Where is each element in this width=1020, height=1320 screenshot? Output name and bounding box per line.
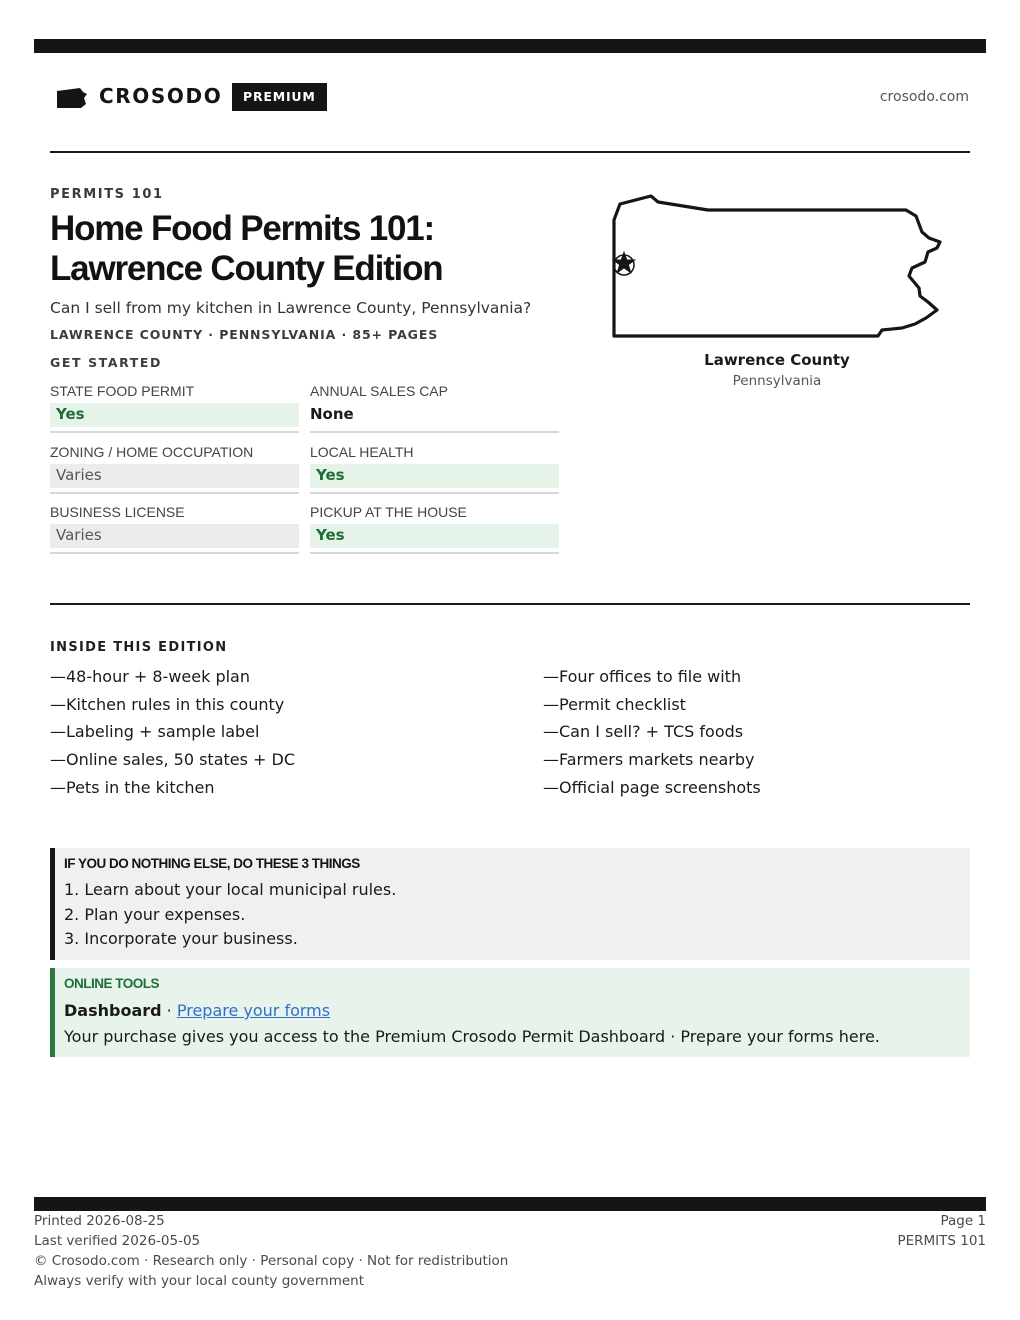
fact-divider <box>50 492 299 494</box>
list-item: —Farmers markets nearby <box>543 750 755 770</box>
tools-links <box>64 998 970 1023</box>
get-started-heading: GET STARTED <box>50 355 163 370</box>
page-number: Page 1 <box>940 1213 986 1229</box>
brand-name: CROSODO <box>99 84 223 108</box>
page-subtitle: Can I sell from my kitchen in Lawrence County, Pennsylvania? <box>50 299 532 317</box>
inside-list-left <box>50 666 295 804</box>
fact-local-health <box>310 444 559 494</box>
fact-value: Varies <box>50 464 299 488</box>
fact-divider <box>310 492 559 494</box>
star-icon <box>614 253 634 272</box>
top-bar <box>34 39 986 53</box>
callout-step: 2. Plan your expenses. <box>64 904 246 924</box>
fact-business-license <box>50 504 299 554</box>
list-item: —Four offices to file with <box>543 667 742 686</box>
page-title <box>50 209 590 289</box>
verified-date: Last verified 2026-05-05 <box>34 1233 201 1249</box>
fact-annual-sales-cap <box>310 383 559 433</box>
list-item: —Can I sell? + TCS foods <box>543 722 744 742</box>
fact-value: Varies <box>50 524 299 548</box>
map-state-label: Pennsylvania <box>732 373 822 389</box>
list-item: —48-hour + 8-week plan <box>50 667 250 686</box>
header <box>50 80 970 116</box>
list-item: —Pets in the kitchen <box>50 777 215 797</box>
fact-value: None <box>310 405 354 423</box>
site-url: crosodo.com <box>879 89 969 105</box>
fact-divider <box>50 552 299 554</box>
premium-badge: PREMIUM <box>232 83 327 111</box>
footer-right <box>897 1211 986 1251</box>
inside-edition-heading: INSIDE THIS EDITION <box>50 640 228 655</box>
header-divider <box>50 151 970 153</box>
state-outline <box>614 196 940 336</box>
fact-label: STATE FOOD PERMIT <box>50 383 195 399</box>
priority-callout <box>50 848 970 960</box>
fact-divider <box>310 431 559 433</box>
printed-date: Printed 2026-08-25 <box>34 1213 165 1229</box>
online-tools-callout <box>50 968 970 1057</box>
fact-value: Yes <box>50 403 299 427</box>
tools-description: Your purchase gives you access to the Premium Crosodo Permit Dashboard · Prepare your forms here. <box>64 1027 880 1046</box>
pennsylvania-state-icon <box>54 86 88 110</box>
list-item: —Online sales, 50 states + DC <box>50 750 296 770</box>
fact-label: BUSINESS LICENSE <box>50 504 185 520</box>
fact-label: ANNUAL SALES CAP <box>310 383 448 399</box>
list-item: —Labeling + sample label <box>50 722 260 742</box>
title-line-2: Lawrence County Edition <box>50 249 443 288</box>
callout-heading: IF YOU DO NOTHING ELSE, DO THESE 3 THINGS <box>64 856 360 871</box>
fact-pickup-at-house <box>310 504 559 554</box>
copyright-notice: © Crosodo.com · Research only · Personal copy · Not for redistribution <box>34 1253 509 1269</box>
section-eyebrow: PERMITS 101 <box>50 187 164 202</box>
callout-step: 1. Learn about your local municipal rules. <box>64 880 397 899</box>
state-map <box>608 190 948 345</box>
fact-label: LOCAL HEALTH <box>310 444 414 460</box>
tools-heading: ONLINE TOOLS <box>64 976 160 991</box>
tools-separator: · <box>161 1001 177 1020</box>
title-line-1: Home Food Permits 101: <box>50 209 434 248</box>
list-item: —Kitchen rules in this county <box>50 694 285 714</box>
dashboard-label: Dashboard <box>64 1001 162 1020</box>
fact-zoning <box>50 444 299 494</box>
fact-value: Yes <box>310 524 559 548</box>
fact-label: PICKUP AT THE HOUSE <box>310 504 467 520</box>
bottom-bar <box>34 1197 986 1211</box>
fact-divider <box>310 552 559 554</box>
map-county-label: Lawrence County <box>704 351 850 369</box>
callout-step: 3. Incorporate your business. <box>64 929 298 948</box>
page-meta: LAWRENCE COUNTY · PENNSYLVANIA · 85+ PAGES <box>50 327 439 342</box>
inside-list-right <box>543 666 761 804</box>
fact-divider <box>50 431 299 433</box>
list-item: —Official page screenshots <box>543 777 761 797</box>
footer-left <box>34 1211 508 1291</box>
callout-steps <box>64 878 970 952</box>
list-item: —Permit checklist <box>543 694 686 714</box>
fact-label: ZONING / HOME OCCUPATION <box>50 444 254 460</box>
fact-value: Yes <box>310 464 559 488</box>
prepare-forms-link[interactable]: Prepare your forms <box>176 1001 331 1020</box>
section-divider <box>50 603 970 605</box>
disclaimer: Always verify with your local county government <box>34 1273 364 1289</box>
fact-state-food-permit <box>50 383 299 433</box>
footer-section: PERMITS 101 <box>897 1233 986 1249</box>
